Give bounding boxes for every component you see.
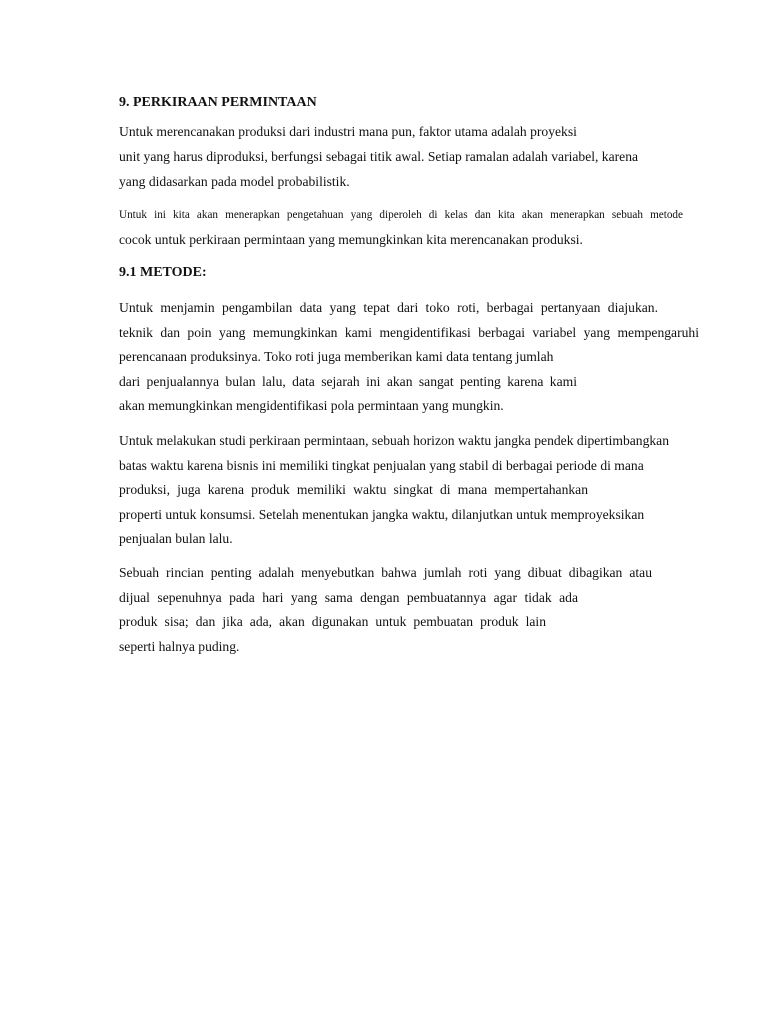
paragraph-line: Sebuah rincian penting adalah menyebutkan bahwa jumlah roti yang dibuat dibagikan atau — [119, 565, 652, 580]
paragraph-line: produksi, juga karena produk memiliki waktu singkat di mana mempertahankan — [119, 482, 588, 497]
paragraph-line: penjualan bulan lalu. — [119, 531, 233, 546]
paragraph-line: Untuk ini kita akan menerapkan pengetahuan yang diperoleh di kelas dan kita akan menerapkan sebuah metode — [119, 209, 683, 221]
paragraph-line: dari penjualannya bulan lalu, data sejarah ini akan sangat penting karena kami — [119, 374, 577, 389]
paragraph-line: properti untuk konsumsi. Setelah menentukan jangka waktu, dilanjutkan untuk memproyeksikan — [119, 507, 645, 522]
paragraph-line: Untuk menjamin pengambilan data yang tepat dari toko roti, berbagai pertanyaan diajukan. — [119, 300, 658, 315]
section-heading-9-1: 9.1 METODE: — [119, 265, 207, 280]
paragraph-line: perencanaan produksinya. Toko roti juga memberikan kami data tentang jumlah — [119, 349, 554, 364]
paragraph-line: seperti halnya puding. — [119, 639, 240, 654]
paragraph-line: teknik dan poin yang memungkinkan kami mengidentifikasi berbagai variabel yang mempengaruhi — [119, 325, 699, 340]
paragraph-line: Untuk melakukan studi perkiraan permintaan, sebuah horizon waktu jangka pendek dipertimbangkan — [119, 433, 670, 448]
paragraph-line: unit yang harus diproduksi, berfungsi sebagai titik awal. Setiap ramalan adalah variabel, karena — [119, 149, 639, 164]
paragraph-line: cocok untuk perkiraan permintaan yang memungkinkan kita merencanakan produksi. — [119, 232, 583, 247]
section-heading-9: 9. PERKIRAAN PERMINTAAN — [119, 95, 317, 110]
paragraph-line: produk sisa; dan jika ada, akan digunakan untuk pembuatan produk lain — [119, 614, 546, 629]
paragraph-line: yang didasarkan pada model probabilistik. — [119, 174, 350, 189]
paragraph-line: akan memungkinkan mengidentifikasi pola permintaan yang mungkin. — [119, 398, 504, 413]
paragraph-line: dijual sepenuhnya pada hari yang sama dengan pembuatannya agar tidak ada — [119, 590, 578, 605]
paragraph-line: Untuk merencanakan produksi dari industri mana pun, faktor utama adalah proyeksi — [119, 124, 577, 139]
paragraph-line: batas waktu karena bisnis ini memiliki tingkat penjualan yang stabil di berbagai periode di mana — [119, 458, 644, 473]
